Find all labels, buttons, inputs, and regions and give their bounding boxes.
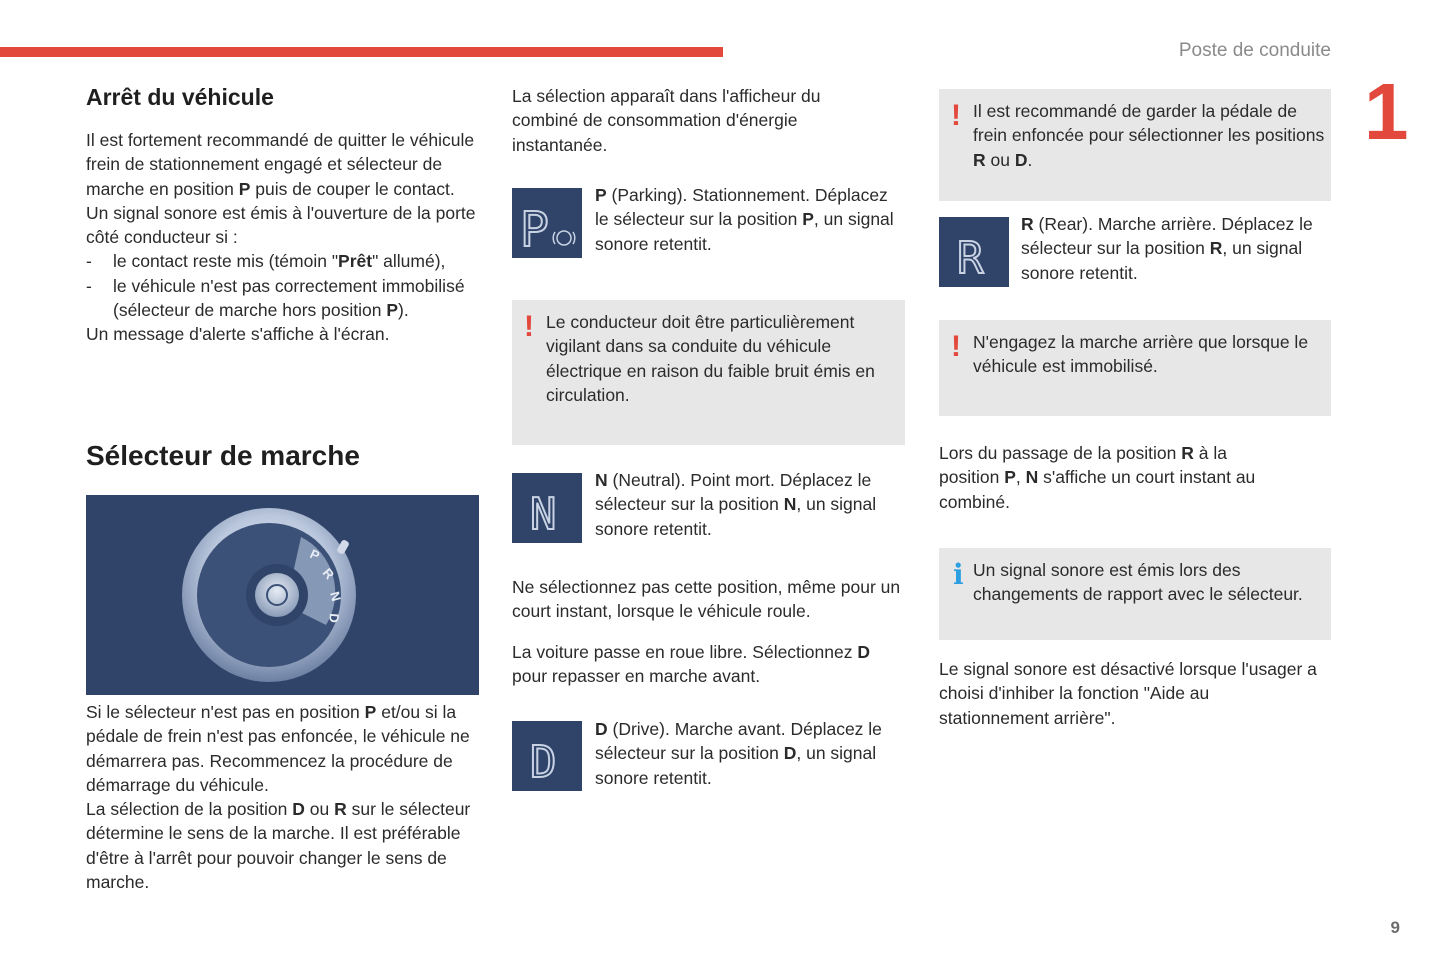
selector-text (86, 700, 481, 894)
para-n-1: Ne sélectionnez pas cette position, même pour un court instant, lorsque le véhicule roule. (512, 577, 901, 622)
gear-r-icon (939, 217, 1009, 287)
section-title: Poste de conduite (1178, 40, 1331, 61)
para-final: Le signal sonore est désactivé lorsque l'usager a choisi d'inhiber la fonction "Aide au stationnement arrière". (939, 659, 1317, 728)
info-icon: i (953, 558, 964, 591)
svg-text:R: R (957, 233, 984, 284)
heading-selector-wrap (86, 440, 478, 472)
gear-r-text: R (Rear). Marche arrière. Déplacez le sélecteur sur la position R, un signal sonore retentit. (1021, 214, 1313, 283)
warning-text: Il est recommandé de garder la pédale de frein enfoncée pour sélectionner les positions R ou D. (973, 101, 1325, 170)
gear-n-icon (512, 473, 582, 543)
header-accent-bar (0, 47, 723, 57)
warning-icon: ! (951, 99, 961, 132)
bullet-item: - le contact reste mis (témoin "Prêt" allumé), (86, 249, 478, 273)
para-sel-1: Si le sélecteur n'est pas en position P et/ou si la pédale de frein n'est pas enfoncée, le véhicule ne démarrera pas. Recommencez la procédure de démarrage du véhicule. (86, 702, 470, 795)
svg-text:P: P (520, 202, 549, 258)
gear-n-text: N (Neutral). Point mort. Déplacez le sélecteur sur la position N, un signal sonore retentit. (595, 470, 877, 539)
chapter-number: 1 (1364, 67, 1409, 156)
para-n-2: La voiture passe en roue libre. Sélectionnez D pour repasser en marche avant. (512, 641, 870, 686)
warning-note-1 (512, 300, 905, 445)
para-stop-3: Un message d'alerte s'affiche à l'écran. (86, 324, 390, 345)
gear-p-icon (512, 188, 582, 258)
para-sel-2: La sélection de la position D ou R sur le sélecteur détermine le sens de la marche. Il est préférable d'être à l'arrêt pour pouvoir changer le sens de marche. (86, 799, 471, 893)
gear-d-text: D (Drive). Marche avant. Déplacez le sélecteur sur la position D, un signal sonore retentit. (595, 719, 882, 788)
info-note (939, 548, 1331, 640)
stop-section (86, 84, 478, 347)
warning-note-3 (939, 320, 1331, 416)
warning-text: Le conducteur doit être particulièrement vigilant dans sa conduite du véhicule électrique en raison du faible bruit émis en circulation. (546, 312, 875, 405)
warning-text: N'engagez la marche arrière que lorsque le véhicule est immobilisé. (973, 332, 1309, 377)
dial-letter: N (327, 589, 345, 603)
gear-selector-image (86, 495, 479, 695)
warning-icon: ! (524, 310, 534, 343)
neutral-text (512, 575, 907, 688)
display-intro: La sélection apparaît dans l'afficheur du combiné de consommation d'énergie instantanée. (512, 86, 821, 155)
gear-dial-icon (86, 495, 479, 695)
gear-d-icon (512, 721, 582, 791)
heading-selector: Sélecteur de marche (86, 440, 360, 471)
svg-text:D: D (530, 737, 557, 788)
dial-letter: D (326, 612, 342, 624)
para-stop-1: Il est fortement recommandé de quitter le véhicule frein de stationnement engagé et sélecteur de marche en position P puis de couper le contact. (86, 130, 475, 199)
page-number: 9 (1390, 918, 1400, 937)
gear-display-p (512, 188, 582, 258)
gear-display-d (512, 721, 582, 791)
svg-text:N: N (530, 489, 557, 540)
para-r-to-p: Lors du passage de la position R à la position P, N s'affiche un court instant au combiné. (939, 443, 1256, 512)
gear-p-text: P (Parking). Stationnement. Déplacez le sélecteur sur la position P, un signal sonore retentit. (595, 185, 894, 254)
heading-stop: Arrêt du véhicule (86, 84, 274, 110)
warning-icon: ! (951, 330, 961, 363)
info-text: Un signal sonore est émis lors des changements de rapport avec le sélecteur. (973, 560, 1303, 605)
warning-note-2 (939, 89, 1331, 201)
gear-display-n (512, 473, 582, 543)
bullet-item: - le véhicule n'est pas correctement immobilisé (sélecteur de marche hors position P). (86, 274, 478, 323)
dial-letter: P (307, 546, 322, 564)
gear-display-r (939, 217, 1009, 287)
dial-letter: R (319, 565, 338, 583)
para-stop-2: Un signal sonore est émis à l'ouverture de la porte côté conducteur si : (86, 202, 476, 248)
